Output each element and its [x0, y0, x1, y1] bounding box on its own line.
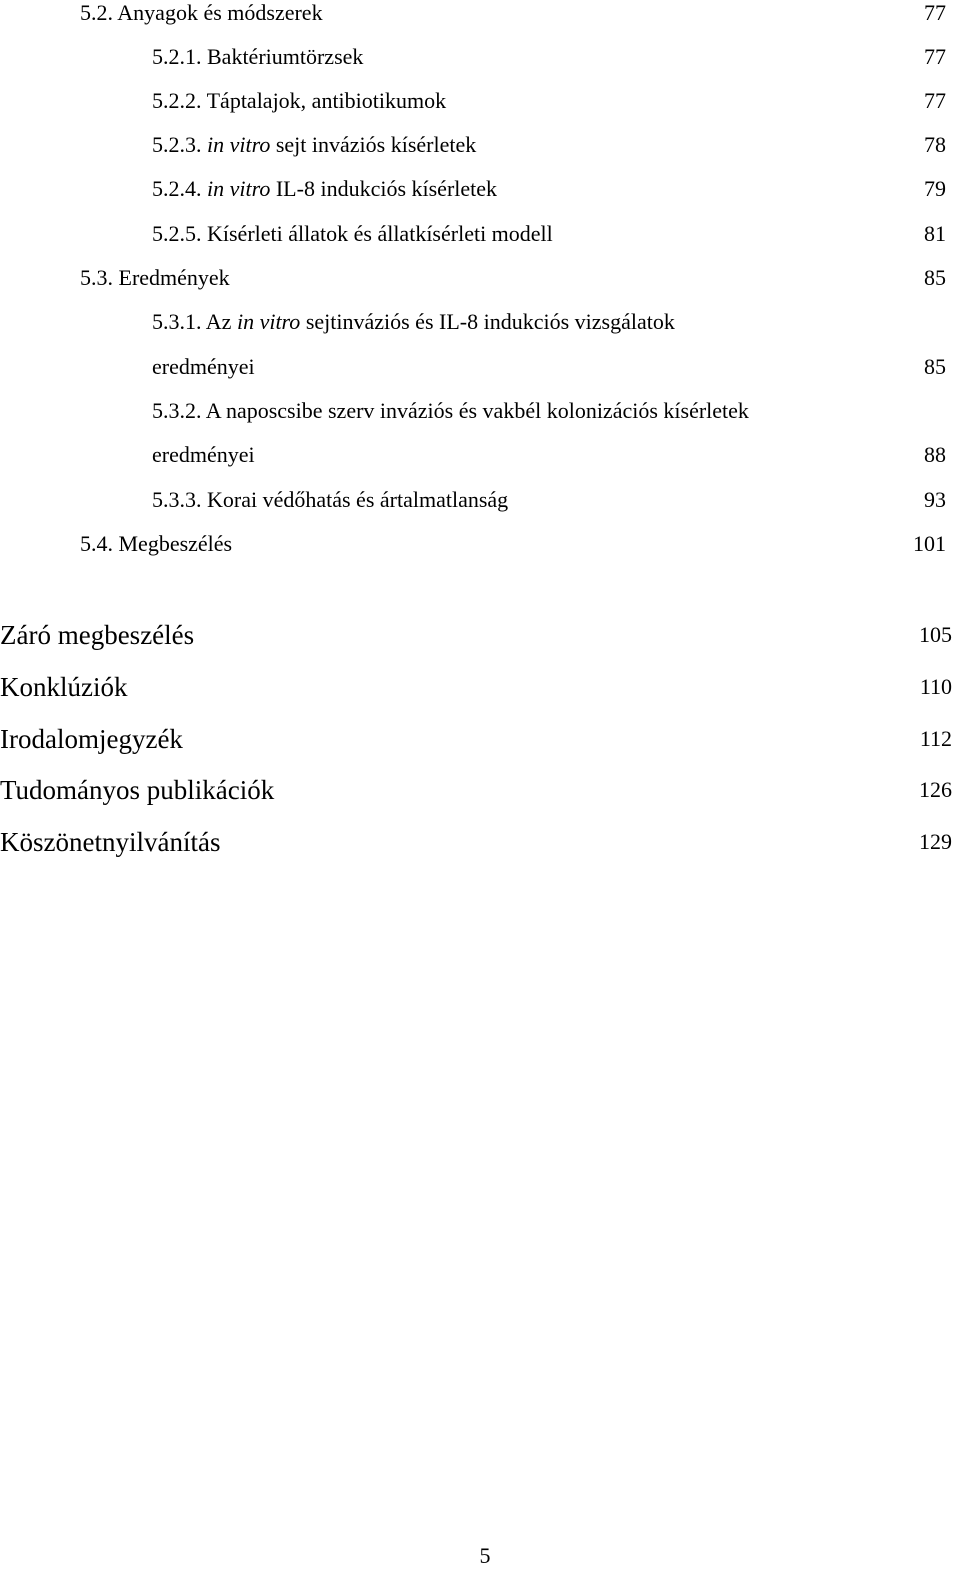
toc-page-number: 77: [924, 44, 946, 69]
toc-page-number: 85: [924, 354, 946, 379]
toc-entry: [0, 132, 960, 172]
toc-entry-label: 5.2. Anyagok és módszerek: [80, 0, 323, 25]
toc-chapter-entry: [0, 774, 960, 814]
toc-page-number: 88: [924, 442, 946, 467]
toc-entry-label: 5.3. Eredmények: [80, 265, 230, 290]
toc-chapter-entry: [0, 619, 960, 659]
toc-entry-label: 5.2.5. Kísérleti állatok és állatkísérleti modell: [152, 221, 553, 246]
toc-entry: [0, 44, 960, 84]
toc-chapter-entry: [0, 671, 960, 711]
toc-entry: [0, 221, 960, 261]
toc-entry: [0, 176, 960, 216]
toc-page-number: 93: [924, 487, 946, 512]
toc-chapter-entry: [0, 723, 960, 763]
toc-entry-label: 5.4. Megbeszélés: [80, 531, 233, 556]
toc-page-number: 129: [919, 829, 952, 854]
toc-page-number: 101: [913, 531, 946, 556]
toc-entry-label: 5.3.3. Korai védőhatás és ártalmatlanság: [152, 487, 509, 512]
toc-page-number: 110: [919, 674, 952, 699]
toc-entry-label: 5.3.1. Az in vitro sejtinváziós és IL-8 indukciós vizsgálatok: [152, 309, 675, 334]
toc-entry: [0, 0, 960, 40]
toc-entry-label: eredményei: [152, 442, 255, 467]
toc-chapter-label: Köszönetnyilvánítás: [0, 827, 221, 857]
toc-entry: [0, 309, 960, 349]
toc-entry-label: 5.3.2. A naposcsibe szerv inváziós és vakbél kolonizációs kísérletek: [152, 398, 749, 423]
toc-entry-label: 5.2.3. in vitro sejt inváziós kísérletek: [152, 132, 477, 157]
toc-entry: [0, 265, 960, 305]
toc-chapter-label: Tudományos publikációk: [0, 775, 275, 805]
toc-page-number: 85: [924, 265, 946, 290]
toc-chapter-label: Konklúziók: [0, 672, 128, 702]
toc-page-number: 78: [924, 132, 946, 157]
toc-chapter-label: Záró megbeszélés: [0, 620, 195, 650]
toc-page-number: 77: [924, 88, 946, 113]
toc-page-number: 79: [924, 176, 946, 201]
page-number-footer: 5: [479, 1543, 491, 1568]
toc-entry: [0, 531, 960, 571]
toc-entry-label: 5.2.2. Táptalajok, antibiotikumok: [152, 88, 447, 113]
toc-entry: [0, 398, 960, 438]
toc-chapter-label: Irodalomjegyzék: [0, 724, 183, 754]
toc-entry-label: 5.2.1. Baktériumtörzsek: [152, 44, 364, 69]
toc-page-number: 77: [924, 0, 946, 25]
toc-entry-label: 5.2.4. in vitro IL-8 indukciós kísérletek: [152, 176, 498, 201]
toc-entry: [0, 88, 960, 128]
toc-chapter-entry: [0, 826, 960, 866]
toc-entry-label: eredményei: [152, 354, 255, 379]
toc-entry-continuation: [0, 442, 960, 482]
toc-entry-continuation: [0, 354, 960, 394]
toc-page-number: 105: [919, 622, 952, 647]
toc-entry: [0, 487, 960, 527]
toc-page-number: 81: [924, 221, 946, 246]
toc-page-number: 112: [919, 726, 952, 751]
toc-page-number: 126: [919, 777, 952, 802]
